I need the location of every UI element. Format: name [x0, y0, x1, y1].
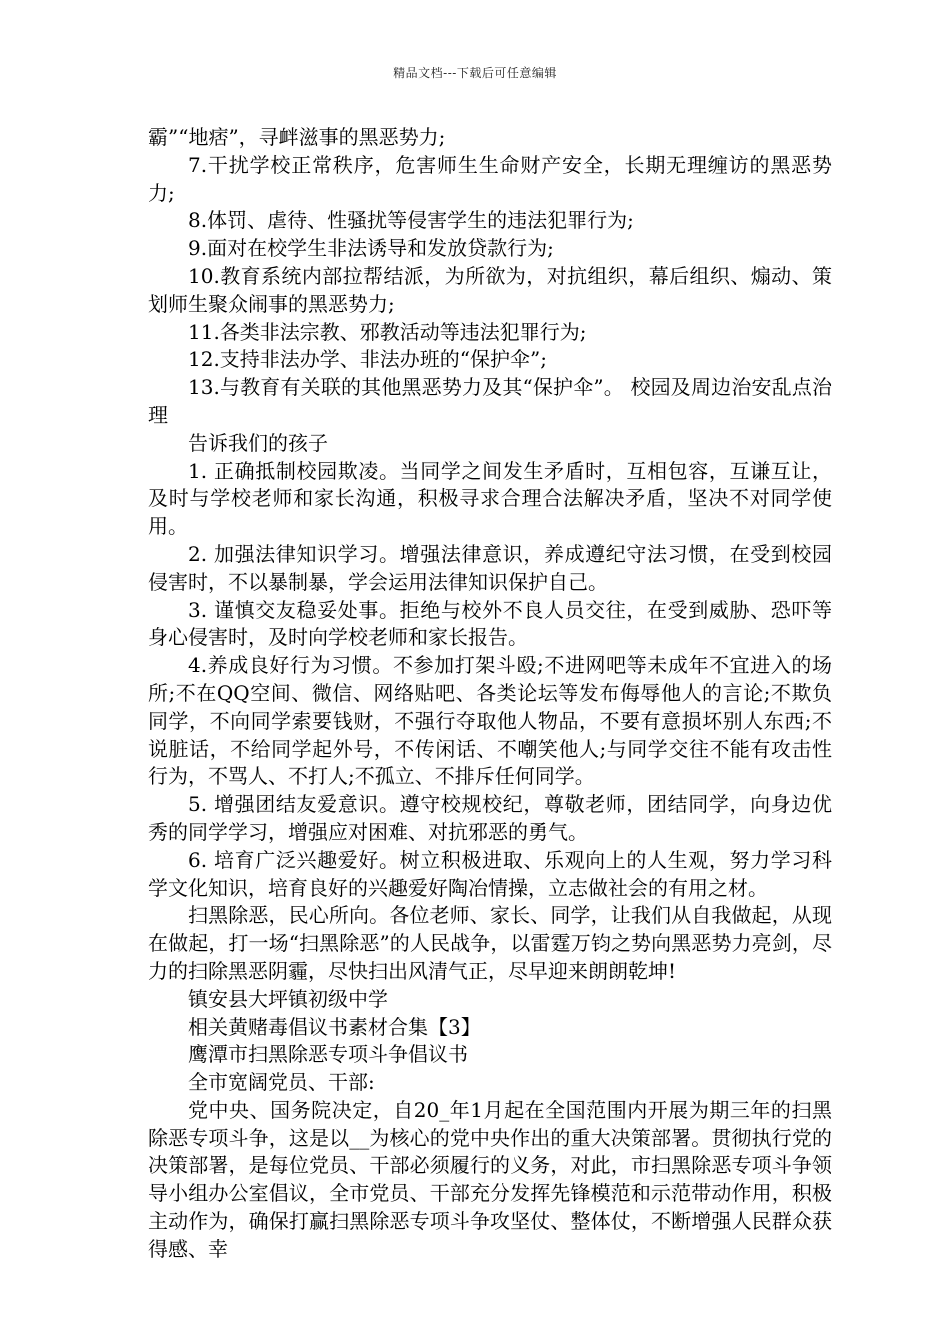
list-item: 2. 加强法律知识学习。增强法律意识，养成遵纪守法习惯，在受到校园侵害时，不以暴制暴，学会运用法律知识保护自己。 [148, 541, 832, 594]
signature-line: 镇安县大坪镇初级中学 [188, 986, 388, 1011]
list-item: 12.支持非法办学、非法办班的“保护伞”; [188, 347, 547, 372]
section-heading: 相关黄赌毒倡议书素材合集【3】 [188, 1014, 481, 1039]
paragraph: 扫黑除恶，民心所向。各位老师、家长、同学，让我们从自我做起，从现在做起，打一场“扫黑除恶”的人民战争，以雷霆万钧之势向黑恶势力亮剑，尽力的扫除黑恶阴霾，尽快扫出风清气正，尽早迎来朗朗乾坤! [148, 903, 832, 983]
list-item: 5. 增强团结友爱意识。遵守校规校纪，尊敬老师，团结同学，向身边优秀的同学学习，增强应对困难、对抗邪恶的勇气。 [148, 792, 832, 844]
section-heading: 告诉我们的孩子 [188, 430, 328, 455]
list-item: 11.各类非法宗教、邪教活动等违法犯罪行为; [188, 319, 587, 344]
list-item: 9.面对在校学生非法诱导和发放贷款行为; [188, 236, 554, 261]
page-header: 精品文档---下载后可任意编辑 [393, 66, 557, 80]
document-title: 鹰潭市扫黑除恶专项斗争倡议书 [188, 1042, 468, 1067]
list-item: 7.干扰学校正常秩序，危害师生生命财产安全，长期无理缠访的黑恶势力; [148, 152, 832, 205]
list-item: 8.体罚、虐待、性骚扰等侵害学生的违法犯罪行为; [188, 208, 634, 233]
paragraph: 霸”“地痞”，寻衅滋事的黑恶势力; [148, 125, 446, 149]
list-item: 6. 培育广泛兴趣爱好。树立积极进取、乐观向上的人生观，努力学习科学文化知识，培育良好的兴趣爱好陶冶情操，立志做社会的有用之材。 [148, 847, 832, 900]
list-item: 3. 谨慎交友稳妥处事。拒绝与校外不良人员交往，在受到威胁、恐吓等身心侵害时，及时向学校老师和家长报告。 [148, 597, 832, 650]
list-item: 13.与教育有关联的其他黑恶势力及其“保护伞”。 校园及周边治安乱点治理 [148, 375, 832, 427]
salutation: 全市宽阔党员、干部: [188, 1070, 375, 1095]
list-item: 4.养成良好行为习惯。不参加打架斗殴;不进网吧等未成年不宜进入的场所;不在QQ空间、微信、网络贴吧、各类论坛等发布侮辱他人的言论;不欺负同学，不向同学索要钱财，不强行夺取他人物品，不要有意损坏别人东西;不说脏话，不给同学起外号，不传闲话、不嘲笑他人;与同学交往不能有攻击性行为，不骂人、不打人;不孤立、不排斥任何同学。 [148, 653, 832, 789]
list-item: 10.教育系统内部拉帮结派，为所欲为，对抗组织，幕后组织、煽动、策划师生聚众闹事的黑恶势力; [148, 263, 832, 316]
document-body [148, 124, 832, 1264]
list-item: 1. 正确抵制校园欺凌。当同学之间发生矛盾时，互相包容，互谦互让，及时与学校老师和家长沟通，积极寻求合理合法解决矛盾，坚决不对同学使用。 [148, 458, 832, 539]
paragraph: 党中央、国务院决定，自20_年1月起在全国范围内开展为期三年的扫黑除恶专项斗争，这是以__为核心的党中央作出的重大决策部署。贯彻执行党的决策部署，是每位党员、干部必须履行的义务，对此，市扫黑除恶专项斗争领导小组办公室倡议，全市党员、干部充分发挥先锋模范和示范带动作用，积极主动作为，确保打赢扫黑除恶专项斗争攻坚仗、整体仗，不断增强人民群众获得感、幸 [148, 1097, 832, 1261]
